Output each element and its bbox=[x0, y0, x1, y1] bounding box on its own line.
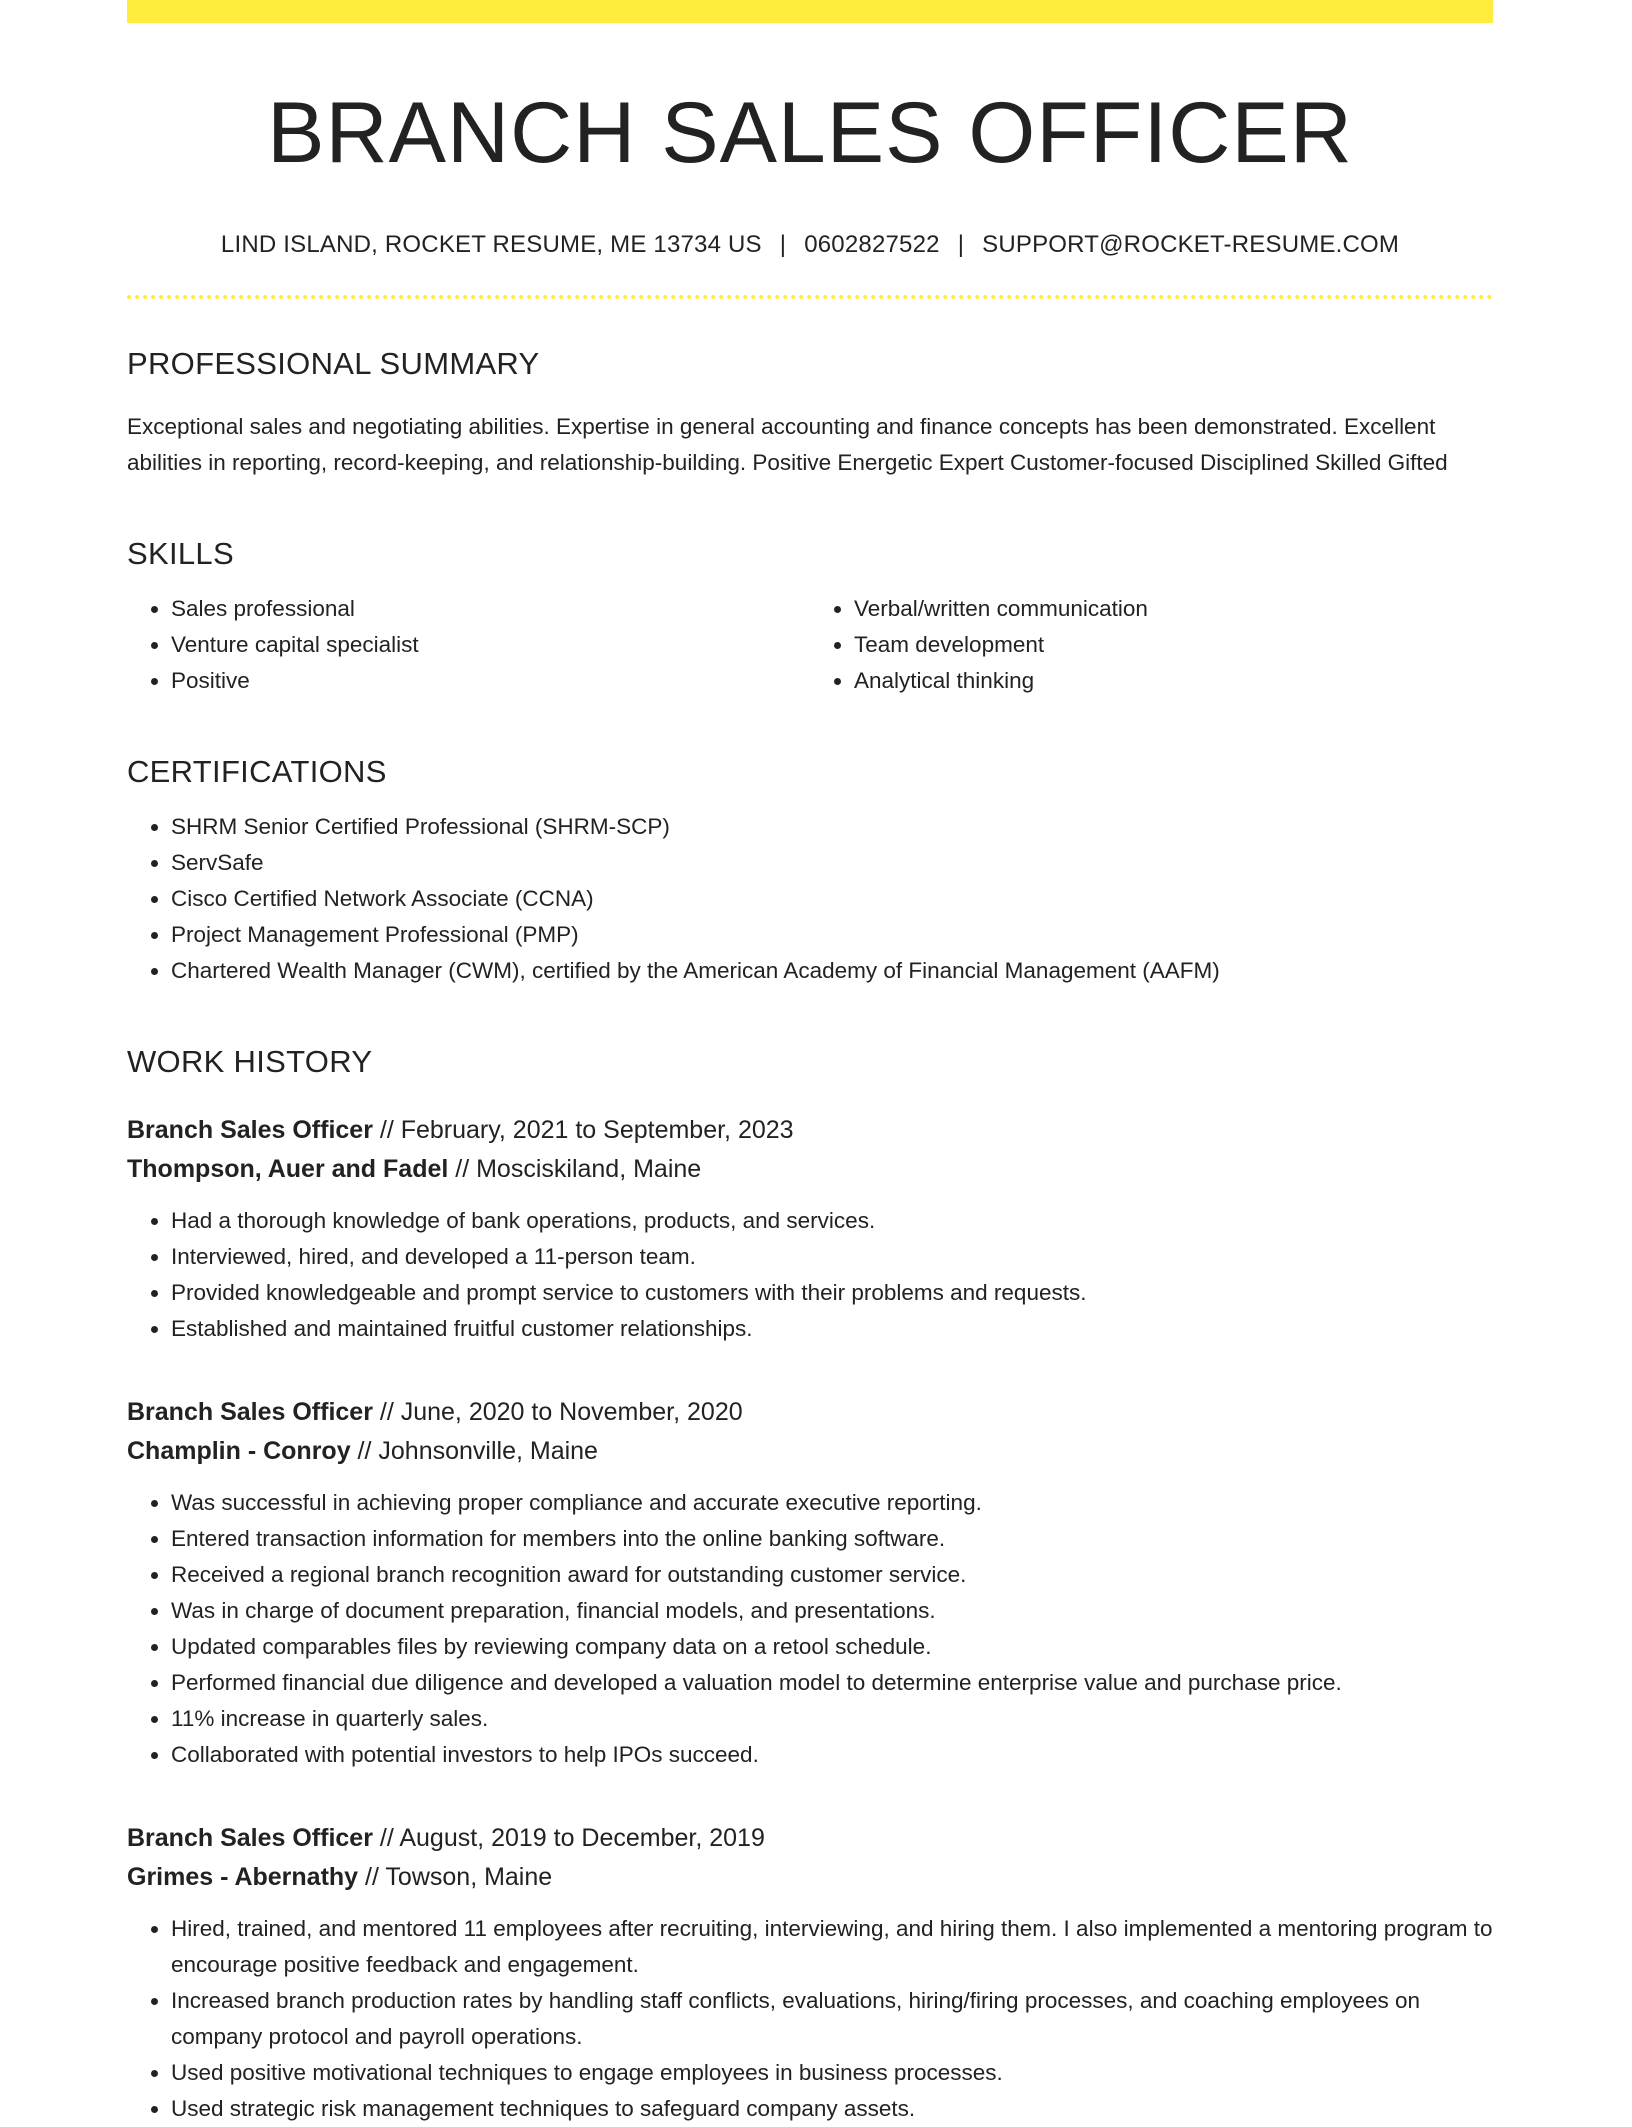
job-dates: // August, 2019 to December, 2019 bbox=[372, 1824, 765, 1852]
job-title: Branch Sales Officer bbox=[127, 1824, 373, 1852]
work-history-heading: WORK HISTORY bbox=[127, 1044, 373, 1079]
certifications-list bbox=[127, 809, 1493, 989]
contact-line bbox=[127, 231, 1493, 259]
job-bullet: • Hired, trained, and mentored 11 employees after recruiting, interviewing, and hiring them. I also implemented a mentoring program to encourage positive feedback and engagement. bbox=[171, 1911, 1493, 1983]
job-bullet: • Provided knowledgeable and prompt service to customers with their problems and requests. bbox=[171, 1275, 1493, 1311]
skills-column-left bbox=[127, 591, 810, 699]
job-company: Champlin - Conroy bbox=[127, 1437, 351, 1465]
dotted-divider bbox=[127, 295, 1493, 299]
job-bullets bbox=[127, 1911, 1493, 2127]
skills-list bbox=[127, 591, 1493, 699]
email-link[interactable]: SUPPORT@ROCKET-RESUME.COM bbox=[982, 231, 1400, 258]
skill-item: • Team development bbox=[854, 627, 1493, 663]
job-entry bbox=[127, 1393, 1493, 1773]
skills-heading: SKILLS bbox=[127, 536, 234, 571]
job-title: Branch Sales Officer bbox=[127, 1116, 373, 1144]
separator: | bbox=[779, 231, 787, 258]
skills-column-right bbox=[810, 591, 1493, 699]
job-bullet: • Updated comparables files by reviewing company data on a retool schedule. bbox=[171, 1629, 1493, 1665]
job-location: // Mosciskiland, Maine bbox=[448, 1155, 702, 1183]
resume-page bbox=[127, 0, 1493, 2127]
job-entry bbox=[127, 1819, 1493, 2127]
skill-item: • Venture capital specialist bbox=[171, 627, 810, 663]
job-bullet: • Received a regional branch recognition award for outstanding customer service. bbox=[171, 1557, 1493, 1593]
job-title-line bbox=[127, 1819, 1493, 1858]
job-bullet: • Used positive motivational techniques to engage employees in business processes. bbox=[171, 2055, 1493, 2091]
certifications-heading: CERTIFICATIONS bbox=[127, 754, 387, 789]
job-bullets bbox=[127, 1203, 1493, 1347]
certification-item: • Chartered Wealth Manager (CWM), certified by the American Academy of Financial Management (AAFM) bbox=[171, 953, 1493, 989]
job-company-line bbox=[127, 1432, 1493, 1471]
job-dates: // June, 2020 to November, 2020 bbox=[372, 1398, 743, 1426]
job-entry bbox=[127, 1111, 1493, 1347]
job-company-line bbox=[127, 1858, 1493, 1897]
job-company-line bbox=[127, 1150, 1493, 1189]
job-company: Thompson, Auer and Fadel bbox=[127, 1155, 449, 1183]
job-title-line bbox=[127, 1393, 1493, 1432]
job-bullet: • Interviewed, hired, and developed a 11-person team. bbox=[171, 1239, 1493, 1275]
job-title-line bbox=[127, 1111, 1493, 1150]
certification-item: • Project Management Professional (PMP) bbox=[171, 917, 1493, 953]
job-bullet: • Was successful in achieving proper compliance and accurate executive reporting. bbox=[171, 1485, 1493, 1521]
job-bullet: • Entered transaction information for members into the online banking software. bbox=[171, 1521, 1493, 1557]
job-bullet: • 11% increase in quarterly sales. bbox=[171, 1701, 1493, 1737]
skill-item: • Sales professional bbox=[171, 591, 810, 627]
job-bullet: • Increased branch production rates by handling staff conflicts, evaluations, hiring/firing processes, and coaching employees on company protocol and payroll operations. bbox=[171, 1983, 1493, 2055]
certification-item: • SHRM Senior Certified Professional (SHRM-SCP) bbox=[171, 809, 1493, 845]
skill-item: • Analytical thinking bbox=[854, 663, 1493, 699]
job-location: // Johnsonville, Maine bbox=[350, 1437, 598, 1465]
certification-item: • ServSafe bbox=[171, 845, 1493, 881]
skill-item: • Verbal/written communication bbox=[854, 591, 1493, 627]
job-dates: // February, 2021 to September, 2023 bbox=[372, 1116, 794, 1144]
job-bullet: • Collaborated with potential investors to help IPOs succeed. bbox=[171, 1737, 1493, 1773]
accent-bar bbox=[127, 0, 1493, 23]
address: LIND ISLAND, ROCKET RESUME, ME 13734 US bbox=[220, 231, 762, 258]
job-title: Branch Sales Officer bbox=[127, 1398, 373, 1426]
job-bullet: • Performed financial due diligence and developed a valuation model to determine enterprise value and purchase price. bbox=[171, 1665, 1493, 1701]
summary-text: Exceptional sales and negotiating abilities. Expertise in general accounting and finance concepts has been demonstrated. Excellent abilities in reporting, record-keeping, and relationship-building. Positive Energetic Expert Customer-focused Disciplined Skilled Gifted bbox=[127, 414, 1448, 475]
page-title: BRANCH SALES OFFICER bbox=[267, 85, 1353, 181]
job-bullet: • Established and maintained fruitful customer relationships. bbox=[171, 1311, 1493, 1347]
job-bullet: • Had a thorough knowledge of bank operations, products, and services. bbox=[171, 1203, 1493, 1239]
summary-heading: PROFESSIONAL SUMMARY bbox=[127, 346, 540, 381]
job-location: // Towson, Maine bbox=[358, 1863, 553, 1891]
certification-item: • Cisco Certified Network Associate (CCNA) bbox=[171, 881, 1493, 917]
skill-item: • Positive bbox=[171, 663, 810, 699]
job-company: Grimes - Abernathy bbox=[127, 1863, 359, 1891]
separator: | bbox=[957, 231, 965, 258]
job-bullets bbox=[127, 1485, 1493, 1773]
job-bullet: • Was in charge of document preparation, financial models, and presentations. bbox=[171, 1593, 1493, 1629]
job-bullet: • Used strategic risk management techniques to safeguard company assets. bbox=[171, 2091, 1493, 2127]
phone: 0602827522 bbox=[804, 231, 940, 258]
